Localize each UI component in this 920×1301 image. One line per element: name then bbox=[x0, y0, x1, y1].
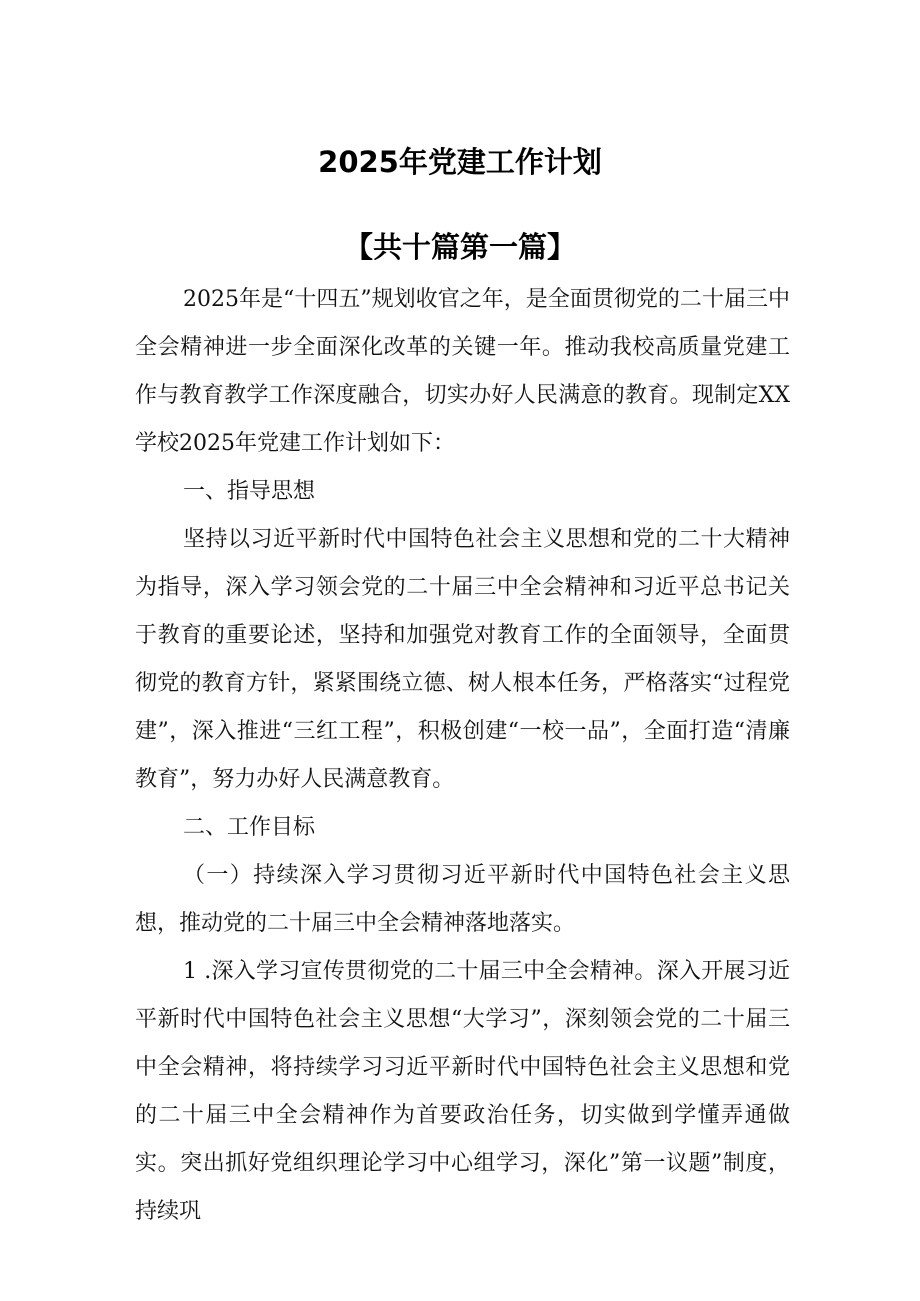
sub-goal-1-paragraph: （一）持续深入学习贯彻习近平新时代中国特色社会主义思想，推动党的二十届三中全会精神落地落实。 bbox=[135, 863, 790, 936]
guiding-ideology-paragraph: 坚持以习近平新时代中国特色社会主义思想和党的二十大精神为指导，深入学习领会党的二十届三中全会精神和习近平总书记关于教育的重要论述，坚持和加强党对教育工作的全面领导，全面贯彻党的教育方针，紧紧围绕立德、树人根本任务，严格落实“过程党建”，深入推进“三红工程”，积极创建“一校一品”，全面打造“清廉教育”，努力办好人民满意教育。 bbox=[135, 527, 790, 792]
section-heading-work-goals: 二、工作目标 bbox=[183, 815, 316, 840]
document-subtitle: 【共十篇第一篇】 bbox=[343, 230, 576, 264]
item-1-paragraph: 1 .深入学习宣传贯彻党的二十届三中全会精神。深入开展习近平新时代中国特色社会主义思想“大学习”，深刻领会党的二十届三中全会精神，将持续学习习近平新时代中国特色社会主义思想和党的二十届三中全会精神作为首要政治任务，切实做到学懂弄通做实。突出抓好党组织理论学习中心组学习，深化”第一议题”制度，持续巩 bbox=[135, 959, 790, 1224]
section-heading-guiding-ideology: 一、指导思想 bbox=[183, 479, 316, 504]
document-title: 2025年党建工作计划 bbox=[318, 145, 602, 179]
intro-paragraph: 2025年是“十四五”规划收官之年，是全面贯彻党的二十届三中全会精神进一步全面深化改革的关键一年。推动我校高质量党建工作与教育教学工作深度融合，切实办好人民满意的教育。现制定XX学校2025年党建工作计划如下： bbox=[135, 287, 790, 456]
